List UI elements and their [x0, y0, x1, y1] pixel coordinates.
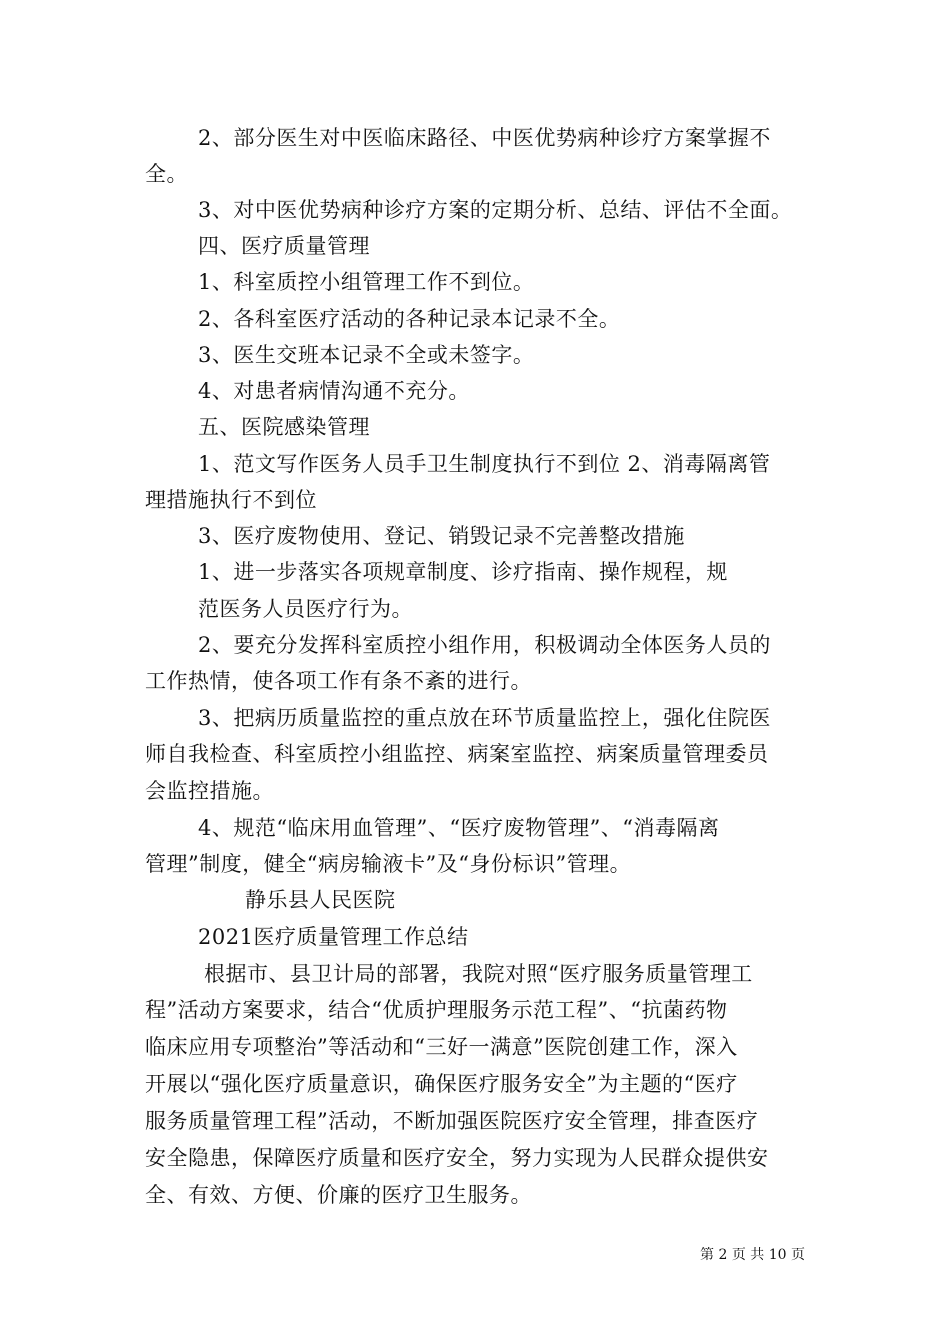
section-heading: 四、医疗质量管理 — [198, 234, 370, 258]
text-line: 师自我检查、科室质控小组监控、病案室监控、病案质量管理委员 — [145, 742, 769, 766]
text-line: 3、对中医优势病种诊疗方案的定期分析、总结、评估不全面。 — [198, 198, 793, 222]
text-line: 2、各科室医疗活动的各种记录本记录不全。 — [198, 307, 621, 331]
text-line: 安全隐患，保障医疗质量和医疗安全，努力实现为人民群众提供安 — [145, 1146, 769, 1170]
text-line: 开展以“强化医疗质量意识，确保医疗服务安全”为主题的“医疗 — [145, 1072, 738, 1096]
text-line: 临床应用专项整治”等活动和“三好一满意”医院创建工作，深入 — [145, 1035, 738, 1059]
text-line: 理措施执行不到位 — [145, 488, 317, 512]
text-line: 3、把病历质量监控的重点放在环节质量监控上，强化住院医 — [198, 706, 771, 730]
text-line: 工作热情，使各项工作有条不紊的进行。 — [145, 669, 532, 693]
text-line: 4、对患者病情沟通不充分。 — [198, 379, 470, 403]
text-line: 全。 — [145, 162, 188, 186]
text-line: 管理”制度，健全“病房输液卡”及“身份标识”管理。 — [145, 852, 632, 876]
text-line: 3、医疗废物使用、登记、销毁记录不完善整改措施 — [198, 524, 685, 548]
text-line: 1、范文写作医务人员手卫生制度执行不到位 2、消毒隔离管 — [198, 452, 771, 476]
organization-name: 静乐县人民医院 — [245, 888, 396, 912]
document-title: 2021医疗质量管理工作总结 — [198, 925, 469, 949]
text-line: 会监控措施。 — [145, 779, 274, 803]
text-line: 1、科室质控小组管理工作不到位。 — [198, 270, 535, 294]
text-line: 程”活动方案要求，结合“优质护理服务示范工程”、“抗菌药物 — [145, 998, 728, 1022]
text-line: 根据市、县卫计局的部署，我院对照“医疗服务质量管理工 — [204, 962, 753, 986]
text-line: 服务质量管理工程”活动，不断加强医院医疗安全管理，排查医疗 — [145, 1109, 759, 1133]
text-line: 1、进一步落实各项规章制度、诊疗指南、操作规程，规 — [198, 560, 728, 584]
section-heading: 五、医院感染管理 — [198, 415, 370, 439]
text-line: 3、医生交班本记录不全或未签字。 — [198, 343, 535, 367]
text-line: 2、要充分发挥科室质控小组作用，积极调动全体医务人员的 — [198, 633, 771, 657]
text-line: 4、规范“临床用血管理”、“医疗废物管理”、“消毒隔离 — [198, 816, 720, 840]
text-line: 范医务人员医疗行为。 — [198, 597, 413, 621]
text-line: 全、有效、方便、价廉的医疗卫生服务。 — [145, 1183, 532, 1207]
page-number: 第 2 页 共 10 页 — [700, 1247, 805, 1263]
text-line: 2、部分医生对中医临床路径、中医优势病种诊疗方案掌握不 — [198, 126, 771, 150]
